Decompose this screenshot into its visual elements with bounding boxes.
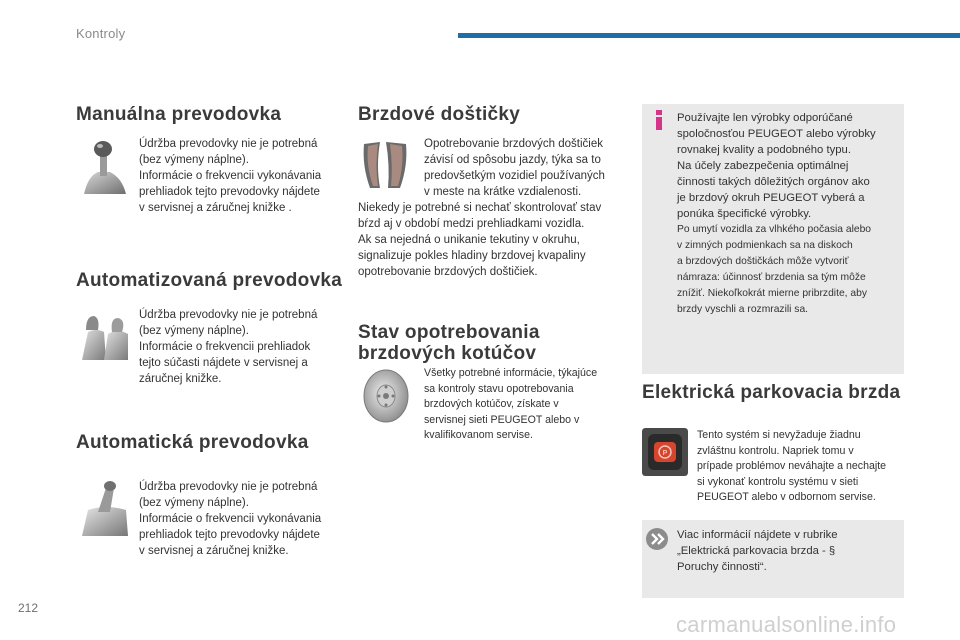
manual-gear-lever-icon — [78, 138, 130, 196]
text-line: (bez výmeny náplne). — [139, 497, 249, 509]
page-header-title: Kontroly — [76, 26, 126, 41]
parking-brake-title: Elektrická parkovacia brzda — [642, 382, 901, 403]
brake-pads-title: Brzdové doštičky — [358, 104, 521, 125]
text-line: Všetky potrebné informácie, týkajúce — [424, 367, 598, 379]
text-line: (bez výmeny náplne). — [139, 325, 249, 337]
svg-text:P: P — [662, 450, 668, 457]
parking-brake-text — [697, 428, 907, 506]
text-line: v servisnej a záručnej knižke. — [139, 545, 289, 557]
text-line: Údržba prevodovky nie je potrebná — [139, 309, 318, 321]
text-line: v meste na krátke vzdialenosti. — [424, 186, 582, 198]
text-line: zvláštnu kontrolu. Napriek tomu v — [697, 444, 854, 457]
text-line: Údržba prevodovky nie je potrebná — [139, 481, 318, 493]
text-line: Ak sa nejedná o unikanie tekutiny v okruhu, — [358, 234, 580, 246]
text-line: signalizuje pokles hladiny brzdovej kvapaliny — [358, 250, 586, 262]
note-text — [677, 527, 897, 575]
info-box-small-text — [677, 222, 903, 318]
text-line: si vykonať kontrolu systému v sieti — [697, 475, 859, 488]
text-line: prehliadok tejto prevodovky nájdete — [139, 186, 320, 198]
automatic-gearbox-text — [139, 479, 344, 559]
text-line: je brzdový okruh PEUGEOT vyberá a — [677, 192, 865, 204]
text-line: Informácie o frekvencii prehliadok — [139, 341, 311, 353]
info-icon — [652, 110, 666, 130]
brake-disc-icon — [360, 368, 412, 424]
text-line: v zimných podmienkach sa na diskoch — [677, 240, 853, 251]
text-line: (bez výmeny náplne). — [139, 154, 249, 166]
text-line: sa kontroly stavu opotrebovania — [424, 382, 574, 395]
text-line: PEUGEOT alebo v odbornom servise. — [697, 491, 876, 503]
automatic-gearbox-title: Automatická prevodovka — [76, 432, 309, 453]
manual-gearbox-title: Manuálna prevodovka — [76, 104, 282, 125]
info-box-text — [677, 110, 903, 222]
text-line: predovšetkým vozidiel používaných — [424, 170, 605, 182]
text-line: prehliadok tejto prevodovky nájdete — [139, 529, 320, 541]
text-line: Viac informácií nájdete v rubrike — [677, 529, 838, 541]
text-line: spoločnosťou PEUGEOT alebo výrobky — [677, 128, 876, 140]
manual-gearbox-text — [139, 136, 344, 216]
text-line: rovnakej kvality a podobného typu. — [677, 144, 851, 156]
text-line: v servisnej a záručnej knižke . — [139, 202, 292, 214]
text-line: záručnej knižke. — [139, 373, 222, 385]
automatic-gear-selector-icon — [80, 480, 130, 538]
text-line: Používajte len výrobky odporúčané — [677, 112, 853, 124]
text-line: Na účely zabezpečenia optimálnej — [677, 160, 849, 172]
title-line: brzdových kotúčov — [358, 343, 537, 364]
text-line: opotrebovanie brzdových doštičiek. — [358, 266, 538, 278]
brake-pads-details — [358, 200, 633, 280]
brake-pads-icon — [360, 136, 412, 192]
text-line: kvalifikovanom servise. — [424, 429, 533, 441]
page-number: 212 — [18, 601, 39, 615]
text-line: námraza: účinnosť brzdenia sa tým môže — [677, 272, 866, 283]
text-line: brzdy vyschli a rozmrazili sa. — [677, 304, 809, 315]
text-line: a brzdových doštičkách môže vytvoriť — [677, 256, 849, 267]
text-line: ponúka špecifické výrobky. — [677, 208, 812, 220]
title-line: Stav opotrebovania — [358, 322, 540, 343]
parking-brake-switch-icon — [642, 428, 688, 476]
automated-gearbox-text — [139, 307, 344, 387]
header-accent-bar — [458, 33, 960, 38]
text-line: Poruchy činnosti“. — [677, 561, 767, 573]
text-line: Informácie o frekvencii vykonávania — [139, 170, 322, 182]
text-line: tejto súčasti nájdete v servisnej a — [139, 357, 308, 369]
automated-gearbox-title: Automatizovaná prevodovka — [76, 270, 343, 291]
text-line: činnosti takých dôležitých orgánov ako — [677, 176, 870, 188]
text-line: Po umytí vozidla za vlhkého počasia alebo — [677, 224, 872, 235]
text-line: Opotrebovanie brzdových doštičiek — [424, 138, 603, 150]
brake-discs-title — [358, 322, 540, 364]
text-line: prípade problémov neváhajte a nechajte — [697, 460, 887, 472]
text-line: znížiť. Niekoľkokrát mierne pribrzdite, aby — [677, 288, 867, 299]
text-line: brzdových kotúčov, získate v — [424, 398, 559, 410]
note-arrow-icon — [646, 528, 668, 550]
text-line: bŕzd aj v období medzi prehliadkami vozidla. — [358, 218, 585, 230]
text-line: Údržba prevodovky nie je potrebná — [139, 138, 318, 150]
brake-pads-intro — [424, 136, 629, 200]
text-line: závisí od spôsobu jazdy, týka sa to — [424, 154, 601, 166]
watermark: carmanualsonline.info — [676, 612, 897, 637]
text-line: Tento systém si nevyžaduje žiadnu — [697, 429, 861, 441]
text-line: servisnej sieti PEUGEOT alebo v — [424, 413, 580, 426]
text-line: Informácie o frekvencii vykonávania — [139, 513, 322, 525]
text-line: Niekedy je potrebné si nechať skontrolovať stav — [358, 202, 602, 214]
automated-gear-selector-icon — [78, 310, 132, 364]
text-line: „Elektrická parkovacia brzda - § — [677, 545, 836, 557]
brake-discs-text — [424, 366, 629, 444]
